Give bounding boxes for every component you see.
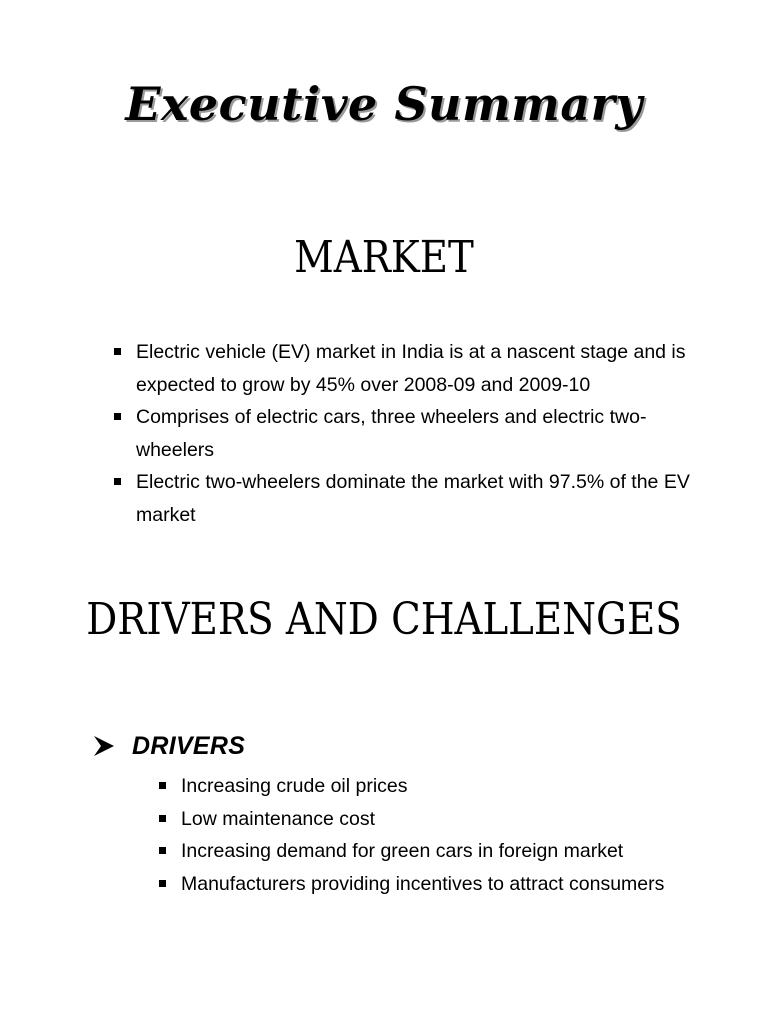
drivers-challenges-heading: DRIVERS AND CHALLENGES: [86, 594, 682, 645]
list-item: [136, 466, 696, 531]
list-item: [181, 803, 681, 836]
drivers-bullet-list: [181, 770, 681, 900]
driver-item-text: Increasing demand for green cars in foreign market: [181, 840, 624, 862]
page-title: Executive Summary: [125, 77, 643, 131]
square-bullet-icon: [159, 815, 166, 822]
square-bullet-icon: [159, 782, 166, 789]
market-bullet-list: [136, 336, 696, 531]
driver-item-text: Manufacturers providing incentives to attract consumers: [181, 872, 665, 895]
square-bullet-icon: [159, 880, 166, 887]
market-heading: MARKET: [294, 232, 474, 283]
square-bullet-icon: [114, 348, 121, 355]
square-bullet-icon: [114, 478, 121, 485]
list-item: [136, 401, 696, 466]
list-item: [181, 868, 681, 901]
square-bullet-icon: [114, 413, 121, 420]
arrow-bullet-icon: [93, 735, 115, 757]
driver-item-text: Increasing crude oil prices: [181, 775, 408, 797]
list-item: [181, 835, 681, 868]
market-item-text: Electric two-wheelers dominate the market with 97.5% of the EV market: [136, 471, 690, 526]
driver-item-text: Low maintenance cost: [181, 807, 376, 830]
market-item-text: Comprises of electric cars, three wheelers and electric two-wheelers: [136, 406, 647, 461]
drivers-subheading: [93, 728, 245, 764]
market-item-text: Electric vehicle (EV) market in India is at a nascent stage and is expected to grow by 45% over 2008-09 and 2009-10: [136, 341, 686, 396]
list-item: [181, 770, 681, 803]
drivers-label: DRIVERS: [132, 731, 246, 760]
list-item: [136, 336, 696, 401]
square-bullet-icon: [159, 847, 166, 854]
